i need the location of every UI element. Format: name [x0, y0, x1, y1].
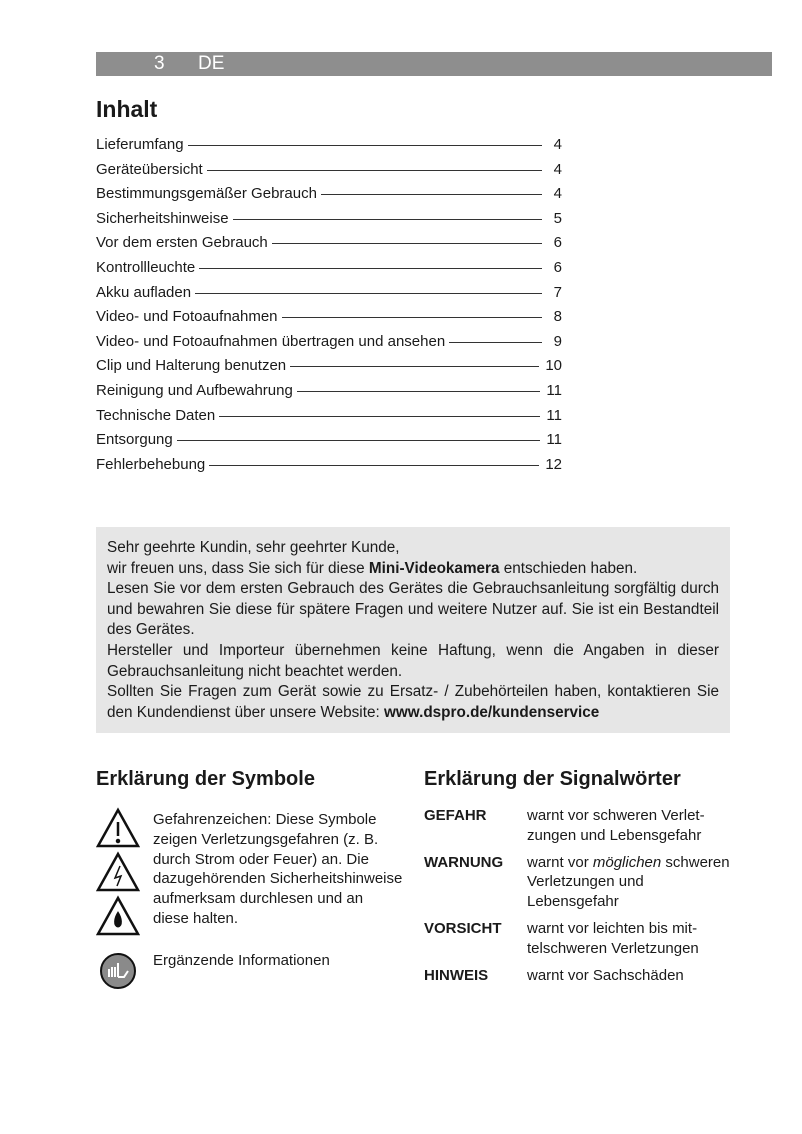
- signal-row: [424, 919, 737, 959]
- toc-label: Bestimmungsgemäßer Gebrauch: [96, 185, 317, 203]
- toc-leader: [188, 145, 542, 146]
- toc-label: Sicherheitshinweise: [96, 209, 229, 227]
- signal-text: warnt vor Sachschäden: [527, 966, 684, 984]
- text: möglichen: [592, 853, 662, 871]
- toc-label: Video- und Fotoaufnahmen übertragen und ansehen: [96, 332, 446, 350]
- toc-leader: [282, 317, 542, 318]
- page-header-bar: [96, 52, 772, 76]
- toc-label: Entsorgung: [96, 431, 173, 449]
- signal-word: VORSICHT: [424, 919, 502, 937]
- page-number: 3: [154, 53, 165, 74]
- toc-leader: [449, 342, 542, 343]
- toc-entry[interactable]: [96, 456, 562, 481]
- signal-word: WARNUNG: [424, 853, 504, 871]
- language-code: DE: [198, 53, 225, 74]
- signal-row: [424, 966, 737, 986]
- toc-page: 4: [553, 185, 562, 203]
- toc-leader: [199, 268, 542, 269]
- table-of-contents: [96, 136, 562, 480]
- toc-page: 7: [553, 283, 562, 301]
- toc-entry[interactable]: [96, 407, 562, 432]
- signal-word: HINWEIS: [424, 966, 489, 984]
- toc-label: Vor dem ersten Gebrauch: [96, 234, 268, 252]
- hand-info-icon: [96, 951, 140, 991]
- toc-entry[interactable]: [96, 161, 562, 186]
- toc-entry[interactable]: [96, 431, 562, 456]
- toc-entry[interactable]: [96, 357, 562, 382]
- toc-entry[interactable]: [96, 136, 562, 161]
- toc-label: Reinigung und Aufbewahrung: [96, 381, 293, 399]
- text: entschieden haben.: [499, 559, 638, 577]
- toc-leader: [290, 366, 539, 367]
- toc-label: Fehlerbehebung: [96, 455, 206, 473]
- text: wir freuen uns, dass Sie sich für diese: [107, 559, 369, 577]
- text: warnt vor: [527, 853, 593, 871]
- toc-label: Kontrollleuchte: [96, 258, 196, 276]
- toc-leader: [219, 416, 540, 417]
- toc-page: 8: [553, 308, 562, 326]
- toc-page: 6: [553, 234, 562, 252]
- text: schweren Verletzungen und Lebensgefahr: [527, 853, 730, 911]
- signal-text: warnt vor leichten bis mittelschweren Verletzungen: [527, 919, 699, 957]
- info-symbol-text: Ergänzende Informationen: [153, 951, 330, 969]
- toc-label: Technische Daten: [96, 406, 216, 424]
- toc-leader: [297, 391, 541, 392]
- warning-icons: [96, 806, 140, 946]
- toc-entry[interactable]: [96, 308, 562, 333]
- signal-text: warnt vor schweren Verletzungen und Lebensgefahr: [527, 807, 705, 844]
- intro-p3: Hersteller und Importeur übernehmen keine Haftung, wenn die Angaben in dieser Gebrauchsanleitung nicht beachtet werden.: [107, 641, 719, 680]
- toc-entry[interactable]: [96, 382, 562, 407]
- intro-p4: [107, 682, 719, 723]
- exclamation-warning-icon: [98, 810, 138, 846]
- toc-leader: [195, 293, 542, 294]
- toc-entry[interactable]: [96, 210, 562, 235]
- toc-entry[interactable]: [96, 333, 562, 358]
- toc-label: Geräteübersicht: [96, 160, 203, 178]
- toc-leader: [272, 243, 542, 244]
- toc-leader: [177, 440, 541, 441]
- greeting: Sehr geehrte Kundin, sehr geehrter Kunde,: [107, 539, 400, 556]
- product-name: Mini-Videokamera: [368, 559, 500, 577]
- fire-warning-icon: [98, 898, 138, 934]
- signal-row: [424, 806, 737, 846]
- toc-leader: [233, 219, 542, 220]
- signal-row: [424, 853, 737, 912]
- toc-page: 9: [553, 332, 562, 350]
- toc-page: 4: [553, 136, 562, 153]
- toc-label: Lieferumfang: [96, 136, 184, 153]
- toc-page: 6: [553, 258, 562, 276]
- toc-page: 5: [553, 209, 562, 227]
- toc-leader: [209, 465, 539, 466]
- toc-label: Clip und Halterung benutzen: [96, 357, 287, 375]
- toc-page: 11: [546, 381, 562, 399]
- signal-word: GEFAHR: [424, 807, 487, 824]
- signals-title: Erklärung der Signalwörter: [424, 768, 681, 790]
- toc-entry[interactable]: [96, 284, 562, 309]
- signal-text: [527, 853, 737, 912]
- toc-leader: [207, 170, 542, 171]
- toc-entry[interactable]: [96, 259, 562, 284]
- toc-page: 11: [546, 406, 562, 424]
- toc-page: 10: [545, 357, 562, 375]
- danger-symbols-text: Gefahrenzeichen: Diese Symbole zeigen Verletzungsgefahren (z. B. durch Strom oder Feuer) an. Die dazugehörenden Sicherheitshinweise aufmerksam durchlesen und an diese halten.: [153, 811, 403, 927]
- intro-p2: Lesen Sie vor dem ersten Gebrauch des Gerätes die Gebrauchsanleitung sorgfältig durch und bewahren Sie diese für spätere Fragen und weitere Nutzer auf. Sie ist ein Bestandteil des Gerätes.: [107, 580, 719, 639]
- toc-leader: [321, 194, 542, 195]
- website-link[interactable]: www.dspro.de/kundenservice: [383, 703, 600, 721]
- toc-label: Akku aufladen: [96, 283, 192, 301]
- toc-entry[interactable]: [96, 234, 562, 259]
- toc-page: 12: [545, 455, 562, 473]
- electric-warning-icon: [98, 854, 138, 890]
- intro-p1: [107, 559, 719, 580]
- text: Sollten Sie Fragen zum Gerät sowie zu Ersatz- / Zubehörteilen haben, kontaktieren Sie den Kundendienst über unsere Website:: [107, 683, 719, 721]
- toc-entry[interactable]: [96, 185, 562, 210]
- toc-title: Inhalt: [96, 96, 158, 122]
- toc-page: 11: [546, 431, 562, 449]
- intro-box: [96, 527, 730, 733]
- symbols-title: Erklärung der Symbole: [96, 768, 315, 790]
- signal-words-list: [424, 806, 737, 992]
- toc-page: 4: [553, 160, 562, 178]
- toc-label: Video- und Fotoaufnahmen: [96, 308, 278, 326]
